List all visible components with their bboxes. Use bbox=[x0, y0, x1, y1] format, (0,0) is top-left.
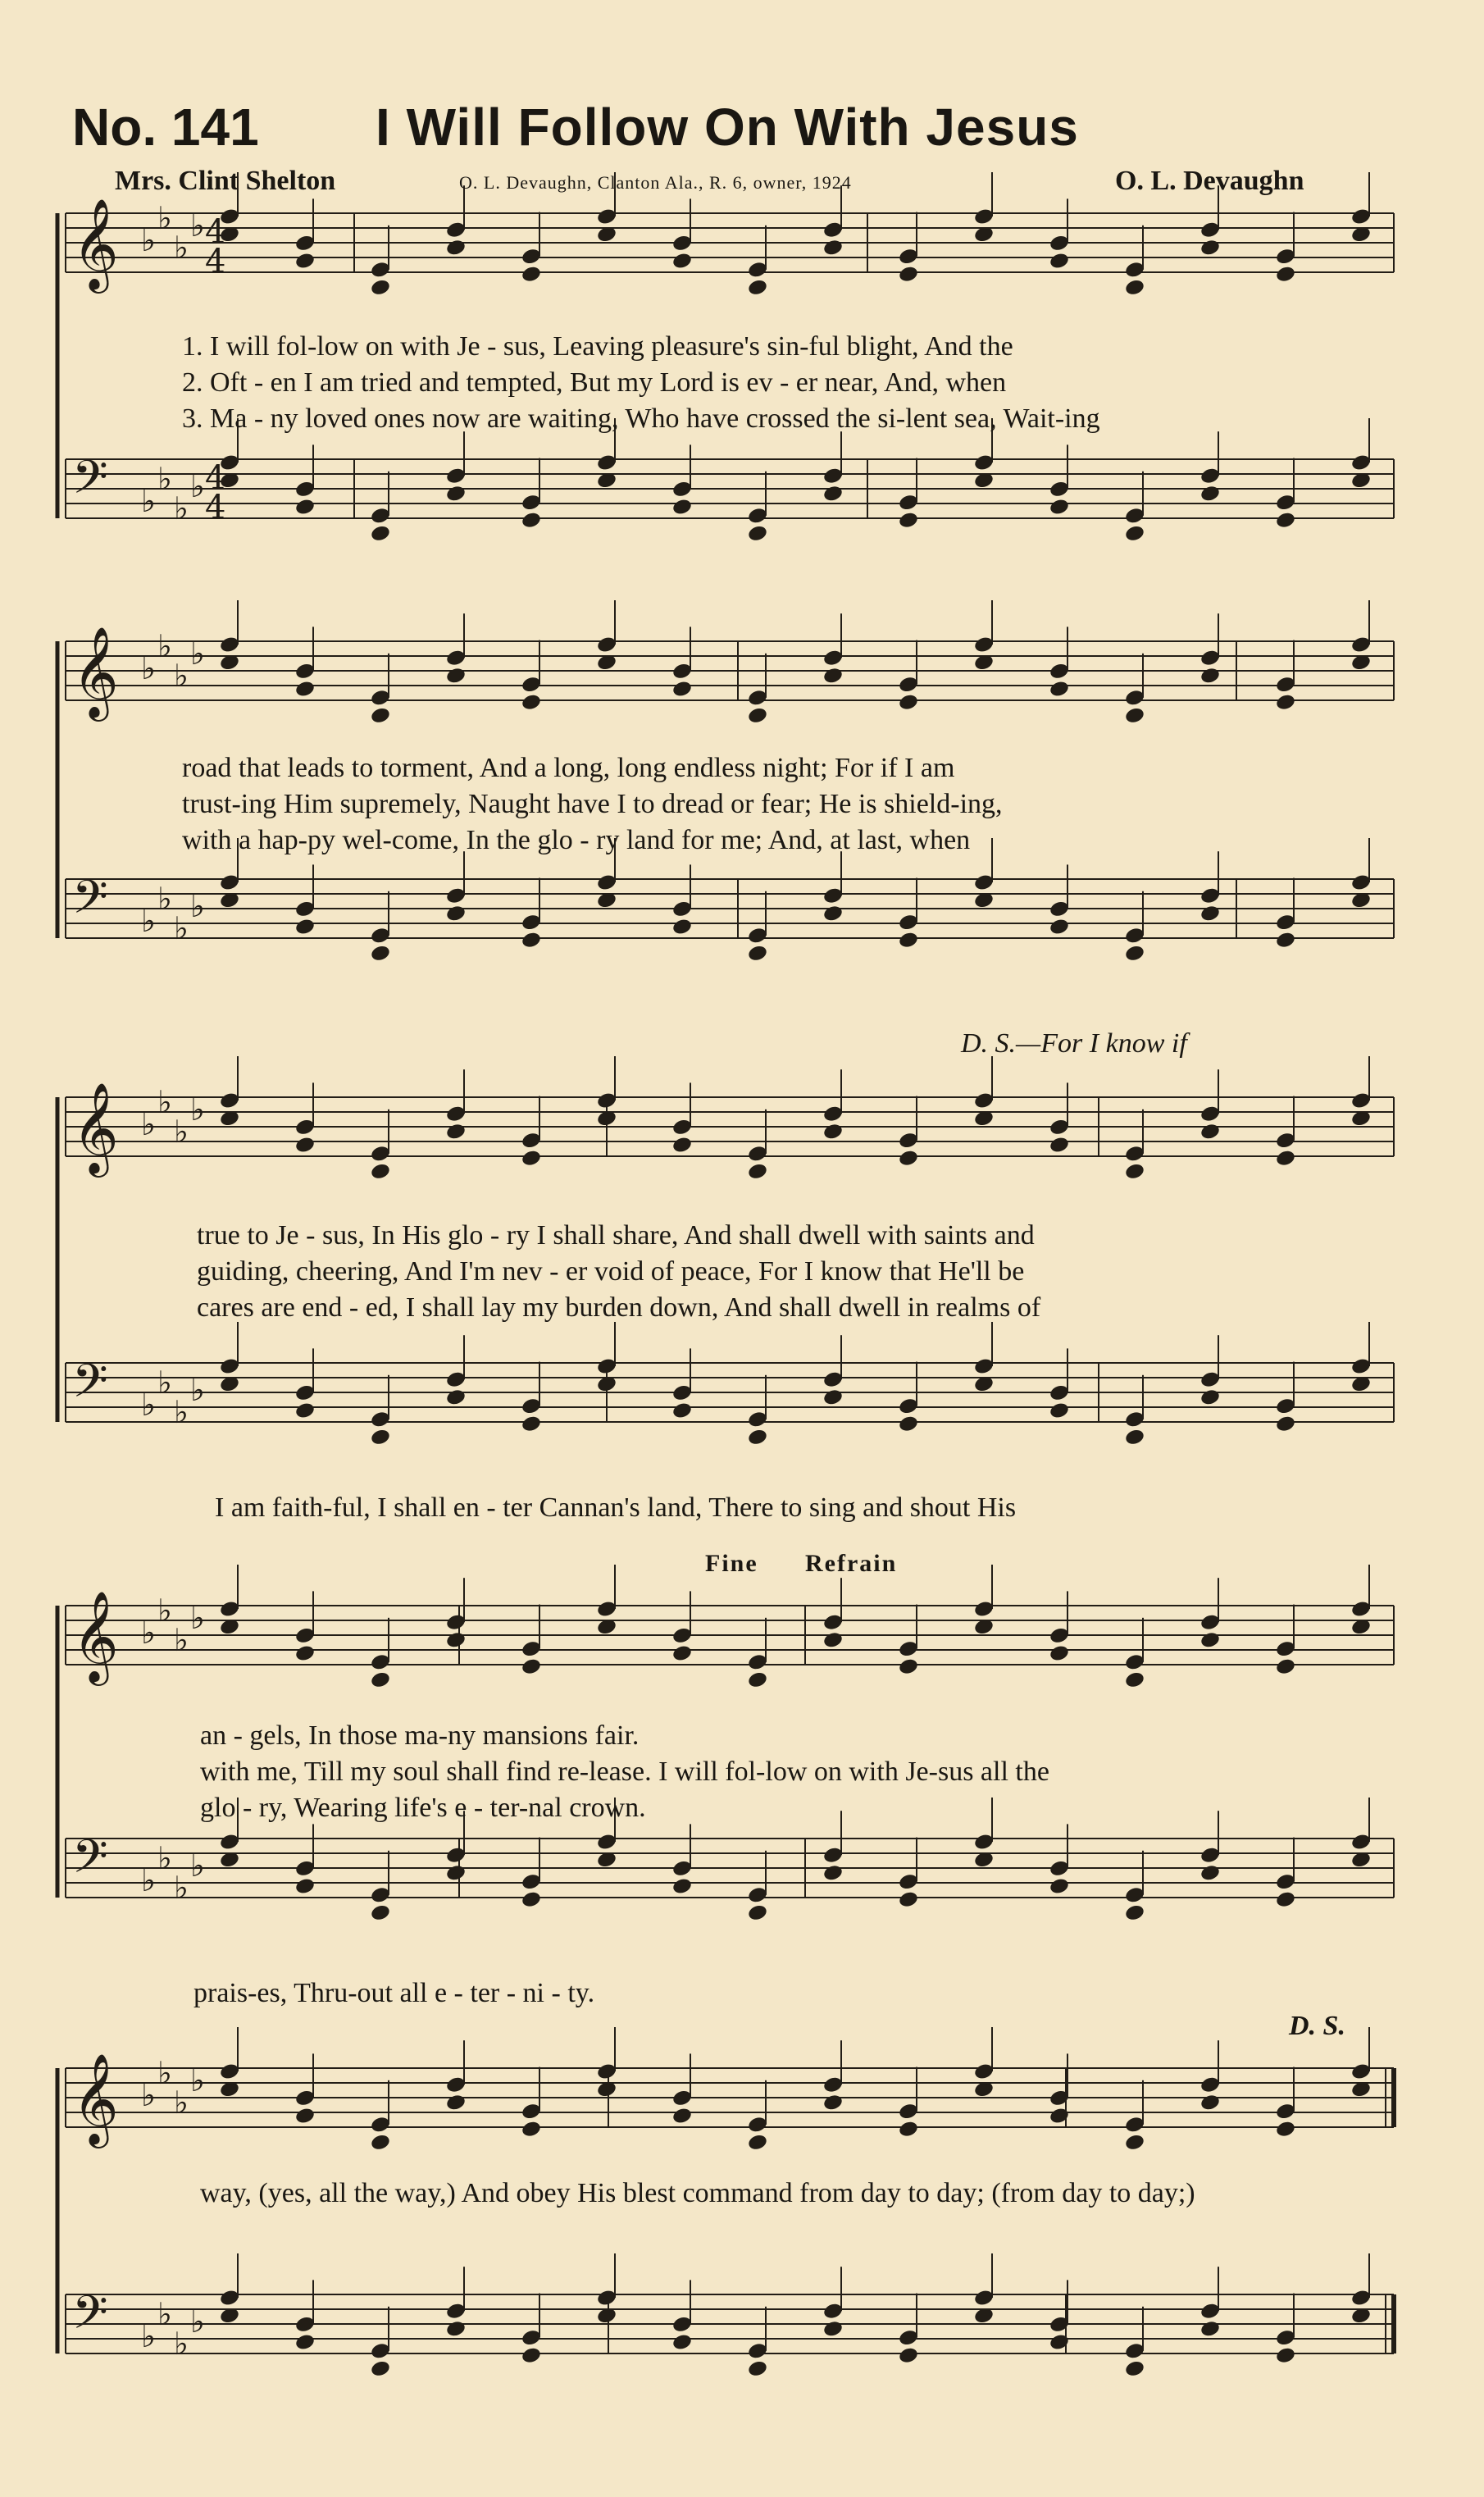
ds-end-marking: D. S. bbox=[1289, 2011, 1345, 2041]
hymn-title: I Will Follow On With Jesus bbox=[376, 98, 1079, 157]
note-head bbox=[294, 1136, 316, 1155]
note-head bbox=[1199, 667, 1221, 686]
note-head bbox=[1049, 2333, 1070, 2352]
note-head bbox=[1199, 904, 1221, 923]
note-head bbox=[294, 2107, 316, 2126]
flat-icon: ♭ bbox=[190, 207, 205, 244]
note-head bbox=[445, 2320, 467, 2339]
treble-clef-icon: 𝄞 bbox=[72, 2053, 119, 2144]
flat-icon: ♭ bbox=[141, 222, 156, 258]
note-head bbox=[294, 918, 316, 936]
note-head bbox=[671, 1136, 693, 1155]
verse-3-line-1: 3. Ma - ny loved ones now are waiting, Who have crossed the si-lent sea, Wait-ing bbox=[182, 403, 1100, 434]
flat-icon: ♭ bbox=[174, 1394, 189, 1430]
note-head bbox=[521, 2120, 542, 2139]
note-head bbox=[671, 2333, 693, 2352]
note-head bbox=[747, 2133, 768, 2152]
note-head bbox=[1275, 1890, 1296, 1909]
note-head bbox=[1124, 524, 1145, 543]
flat-icon: ♭ bbox=[190, 636, 205, 672]
note-head bbox=[747, 1670, 768, 1689]
note-head bbox=[1275, 1149, 1296, 1168]
note-head bbox=[521, 511, 542, 530]
bass-clef-icon: 𝄢 bbox=[72, 1830, 108, 1895]
flat-icon: ♭ bbox=[190, 2062, 205, 2098]
bass-clef-icon: 𝄢 bbox=[72, 1355, 108, 1419]
note-head bbox=[370, 2359, 391, 2378]
note-head bbox=[898, 2346, 919, 2365]
note-head bbox=[1275, 1657, 1296, 1676]
note-head bbox=[1199, 1388, 1221, 1407]
note-head bbox=[822, 239, 844, 257]
note-head bbox=[445, 904, 467, 923]
flat-icon: ♭ bbox=[157, 1365, 172, 1401]
note-head bbox=[445, 1123, 467, 1141]
note-head bbox=[747, 524, 768, 543]
lyricist-credit: Mrs. Clint Shelton bbox=[115, 166, 336, 196]
note-head bbox=[370, 524, 391, 543]
verse-1-line-4: an - gels, In those ma-ny mansions fair. bbox=[200, 1720, 640, 1751]
note-head bbox=[898, 1149, 919, 1168]
note-head bbox=[294, 1877, 316, 1896]
note-head bbox=[445, 239, 467, 257]
note-head bbox=[445, 485, 467, 504]
flat-icon: ♭ bbox=[141, 1862, 156, 1898]
note-head bbox=[1124, 2359, 1145, 2378]
flat-icon: ♭ bbox=[157, 1840, 172, 1876]
flat-icon: ♭ bbox=[174, 2326, 189, 2362]
treble-clef-icon: 𝄞 bbox=[72, 1082, 119, 1173]
time-signature-bottom: 4 bbox=[205, 243, 226, 280]
note-head bbox=[521, 693, 542, 712]
flat-icon: ♭ bbox=[174, 490, 189, 526]
flat-icon: ♭ bbox=[190, 1848, 205, 1884]
note-head bbox=[1275, 511, 1296, 530]
note-head bbox=[1124, 2133, 1145, 2152]
note-head bbox=[822, 667, 844, 686]
flat-icon: ♭ bbox=[141, 650, 156, 686]
note-head bbox=[1049, 252, 1070, 271]
note-head bbox=[1124, 1903, 1145, 1922]
flat-icon: ♭ bbox=[190, 468, 205, 504]
note-head bbox=[370, 1903, 391, 1922]
note-head bbox=[898, 1657, 919, 1676]
verse-1-line-3: true to Je - sus, In His glo - ry I shall share, And shall dwell with saints and bbox=[197, 1220, 1035, 1251]
bass-clef-icon: 𝄢 bbox=[72, 451, 108, 516]
note-head bbox=[445, 1631, 467, 1650]
note-head bbox=[1275, 2120, 1296, 2139]
flat-icon: ♭ bbox=[157, 628, 172, 664]
flat-icon: ♭ bbox=[174, 230, 189, 266]
flat-icon: ♭ bbox=[157, 1084, 172, 1120]
flat-icon: ♭ bbox=[174, 2085, 189, 2121]
note-head bbox=[294, 498, 316, 517]
flat-icon: ♭ bbox=[190, 2303, 205, 2340]
note-head bbox=[1124, 278, 1145, 297]
note-head bbox=[1199, 1123, 1221, 1141]
note-head bbox=[822, 1631, 844, 1650]
note-head bbox=[521, 1890, 542, 1909]
flat-icon: ♭ bbox=[157, 1593, 172, 1629]
note-head bbox=[294, 252, 316, 271]
note-head bbox=[1049, 1644, 1070, 1663]
note-head bbox=[1199, 2094, 1221, 2112]
flat-icon: ♭ bbox=[174, 658, 189, 694]
verse-3-line-2: with a hap-py wel-come, In the glo - ry land for me; And, at last, when bbox=[182, 825, 971, 855]
note-head bbox=[1049, 1136, 1070, 1155]
verse-1-line-1: 1. I will fol-low on with Je - sus, Leaving pleasure's sin-ful blight, And the bbox=[182, 331, 1013, 362]
note-head bbox=[898, 1890, 919, 1909]
note-head bbox=[294, 1401, 316, 1420]
verse-2-line-1: 2. Oft - en I am tried and tempted, But my Lord is ev - er near, And, when bbox=[182, 367, 1007, 398]
note-head bbox=[1275, 1415, 1296, 1433]
note-head bbox=[671, 1401, 693, 1420]
note-head bbox=[671, 1877, 693, 1896]
note-head bbox=[671, 680, 693, 699]
composer-credit: O. L. Devaughn bbox=[1115, 166, 1304, 196]
verse-2-line-3: guiding, cheering, And I'm nev - er void of peace, For I know that He'll be bbox=[197, 1256, 1025, 1287]
flat-icon: ♭ bbox=[190, 888, 205, 924]
note-head bbox=[671, 2107, 693, 2126]
note-head bbox=[1275, 2346, 1296, 2365]
flat-icon: ♭ bbox=[157, 2055, 172, 2091]
note-head bbox=[445, 1388, 467, 1407]
note-head bbox=[898, 2120, 919, 2139]
note-head bbox=[822, 2320, 844, 2339]
note-head bbox=[521, 1657, 542, 1676]
note-head bbox=[294, 680, 316, 699]
note-head bbox=[445, 1864, 467, 1883]
flat-icon: ♭ bbox=[141, 903, 156, 939]
time-signature-top: 4 bbox=[205, 459, 226, 497]
note-head bbox=[898, 1415, 919, 1433]
note-head bbox=[370, 1428, 391, 1447]
flat-icon: ♭ bbox=[157, 200, 172, 236]
note-head bbox=[822, 2094, 844, 2112]
note-head bbox=[671, 252, 693, 271]
note-head bbox=[521, 2346, 542, 2365]
flat-icon: ♭ bbox=[174, 910, 189, 946]
flat-icon: ♭ bbox=[157, 881, 172, 917]
flat-icon: ♭ bbox=[174, 1114, 189, 1150]
note-head bbox=[370, 1670, 391, 1689]
note-head bbox=[822, 1388, 844, 1407]
flat-icon: ♭ bbox=[141, 2077, 156, 2113]
note-head bbox=[822, 1864, 844, 1883]
flat-icon: ♭ bbox=[157, 2296, 172, 2332]
ds-bass-lyric: D. S.—For I know if bbox=[961, 1028, 1187, 1059]
note-head bbox=[1049, 1401, 1070, 1420]
verse-2-line-2: trust-ing Him supremely, Naught have I to dread or fear; He is shield-ing, bbox=[182, 789, 1003, 819]
note-head bbox=[1199, 1631, 1221, 1650]
hymn-number: No. 141 bbox=[72, 98, 259, 157]
note-head bbox=[370, 706, 391, 725]
note-head bbox=[370, 944, 391, 963]
note-head bbox=[370, 2133, 391, 2152]
note-head bbox=[445, 2094, 467, 2112]
note-head bbox=[521, 1415, 542, 1433]
note-head bbox=[822, 1123, 844, 1141]
note-head bbox=[1124, 706, 1145, 725]
flat-icon: ♭ bbox=[190, 1372, 205, 1408]
flat-icon: ♭ bbox=[141, 2318, 156, 2354]
verse-3-line-3: cares are end - ed, I shall lay my burden down, And shall dwell in realms of bbox=[197, 1292, 1041, 1323]
note-head bbox=[1049, 498, 1070, 517]
note-head bbox=[1124, 944, 1145, 963]
copyright-notice: O. L. Devaughn, Clanton Ala., R. 6, owner, 1924 bbox=[459, 172, 852, 193]
flat-icon: ♭ bbox=[190, 1091, 205, 1128]
note-head bbox=[747, 278, 768, 297]
flat-icon: ♭ bbox=[174, 1622, 189, 1658]
flat-icon: ♭ bbox=[157, 461, 172, 497]
fine-marking: Fine bbox=[705, 1550, 758, 1577]
note-head bbox=[747, 944, 768, 963]
note-head bbox=[1049, 2107, 1070, 2126]
note-head bbox=[671, 918, 693, 936]
note-head bbox=[1124, 1670, 1145, 1689]
note-head bbox=[1124, 1428, 1145, 1447]
flat-icon: ♭ bbox=[141, 1387, 156, 1423]
bass-clef-icon: 𝄢 bbox=[72, 871, 108, 936]
flat-icon: ♭ bbox=[141, 1615, 156, 1651]
note-head bbox=[1275, 265, 1296, 284]
note-head bbox=[747, 1428, 768, 1447]
note-head bbox=[1049, 918, 1070, 936]
note-head bbox=[370, 278, 391, 297]
note-head bbox=[822, 485, 844, 504]
flat-icon: ♭ bbox=[141, 1106, 156, 1142]
note-head bbox=[898, 511, 919, 530]
note-head bbox=[822, 904, 844, 923]
note-head bbox=[521, 265, 542, 284]
note-head bbox=[747, 1162, 768, 1181]
note-head bbox=[671, 498, 693, 517]
note-head bbox=[747, 706, 768, 725]
note-head bbox=[1199, 485, 1221, 504]
note-head bbox=[1199, 1864, 1221, 1883]
verse-3-line-4: glo - ry, Wearing life's e - ter-nal crown. bbox=[200, 1793, 646, 1823]
refrain-lyric-line: way, (yes, all the way,) And obey His blest command from day to day; (from day to day;) bbox=[200, 2178, 1195, 2208]
note-head bbox=[1124, 1162, 1145, 1181]
note-head bbox=[370, 1162, 391, 1181]
flat-icon: ♭ bbox=[141, 483, 156, 519]
bass-clef-icon: 𝄢 bbox=[72, 2286, 108, 2351]
note-head bbox=[898, 693, 919, 712]
treble-clef-icon: 𝄞 bbox=[72, 626, 119, 718]
note-head bbox=[671, 1644, 693, 1663]
bass-lyric-line-4: prais-es, Thru-out all e - ter - ni - ty. bbox=[193, 1978, 595, 2008]
note-head bbox=[747, 1903, 768, 1922]
note-head bbox=[898, 931, 919, 950]
note-head bbox=[294, 1644, 316, 1663]
time-signature-top: 4 bbox=[205, 213, 226, 251]
note-head bbox=[1049, 1877, 1070, 1896]
treble-clef-icon: 𝄞 bbox=[72, 198, 119, 289]
verse-2-line-4: with me, Till my soul shall find re-lease. I will fol-low on with Je-sus all the bbox=[200, 1757, 1049, 1787]
verse-1-line-2: road that leads to torment, And a long, long endless night; For if I am bbox=[182, 753, 955, 783]
note-head bbox=[1275, 931, 1296, 950]
time-signature-bottom: 4 bbox=[205, 489, 226, 526]
refrain-marking: Refrain bbox=[805, 1550, 898, 1577]
note-head bbox=[1275, 693, 1296, 712]
note-head bbox=[898, 265, 919, 284]
note-head bbox=[294, 2333, 316, 2352]
note-head bbox=[445, 667, 467, 686]
treble-clef-icon: 𝄞 bbox=[72, 1590, 119, 1682]
note-head bbox=[521, 1149, 542, 1168]
flat-icon: ♭ bbox=[174, 1870, 189, 1906]
note-head bbox=[1049, 680, 1070, 699]
note-head bbox=[1199, 239, 1221, 257]
flat-icon: ♭ bbox=[190, 1600, 205, 1636]
note-head bbox=[521, 931, 542, 950]
note-head bbox=[747, 2359, 768, 2378]
note-head bbox=[1199, 2320, 1221, 2339]
bass-lyric-line-3: I am faith-ful, I shall en - ter Cannan's land, There to sing and shout His bbox=[215, 1492, 1017, 1523]
